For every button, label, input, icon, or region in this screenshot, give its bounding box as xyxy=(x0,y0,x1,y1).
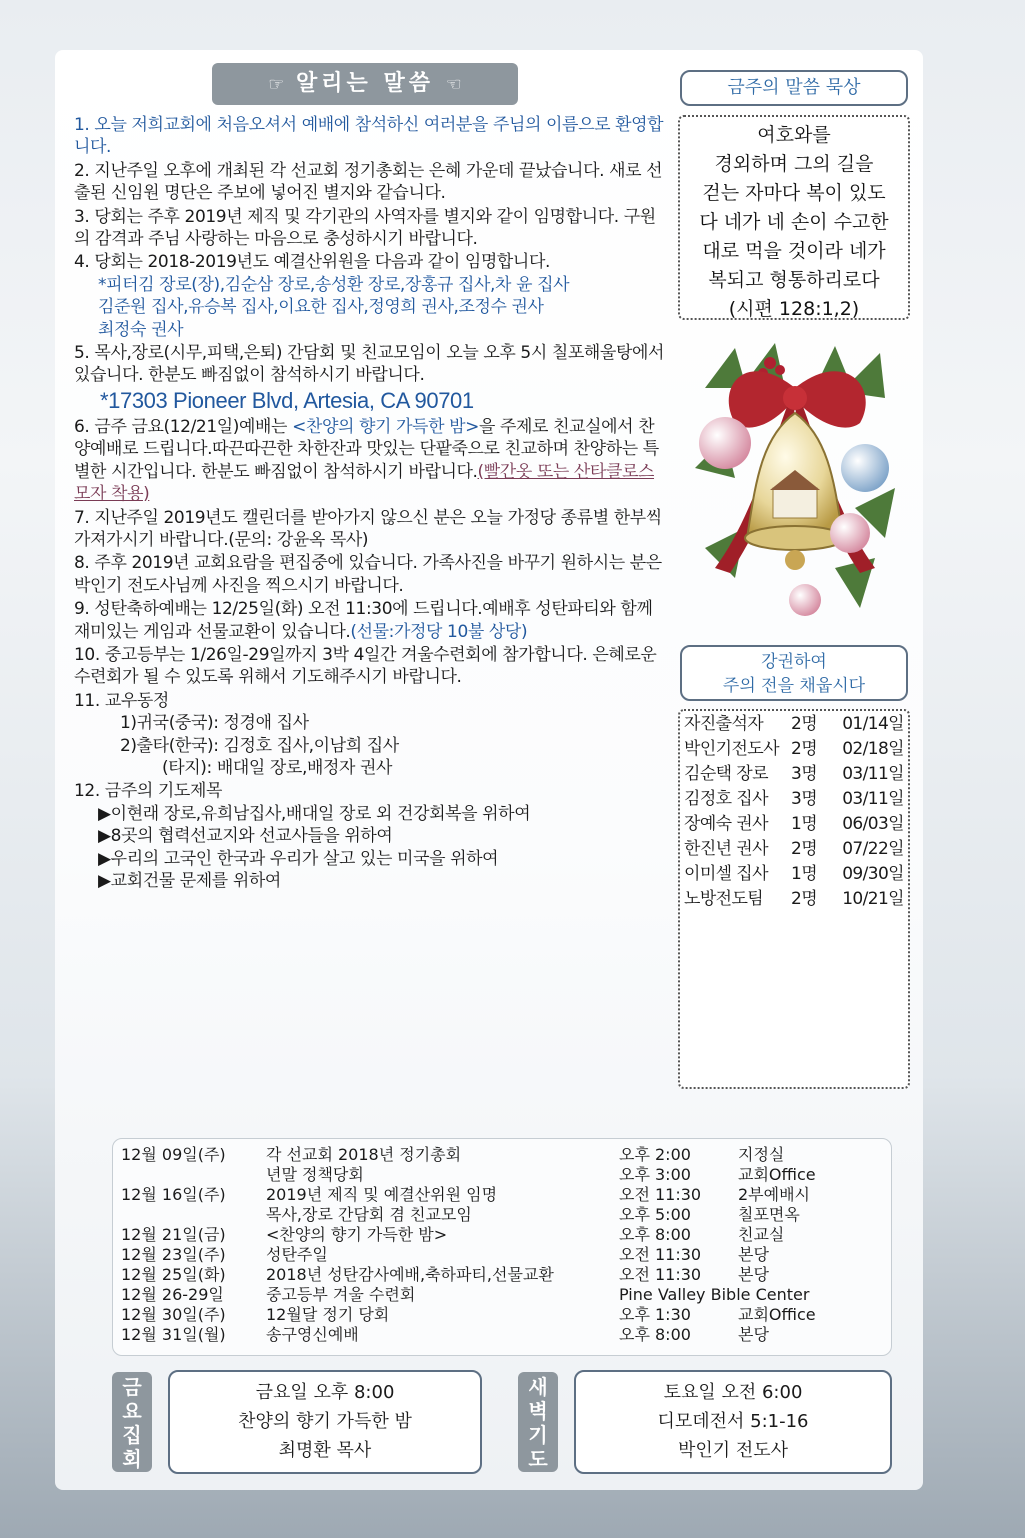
schedule-place: 교회Office xyxy=(738,1305,816,1324)
pointing-hand-right-icon: ☞ xyxy=(268,74,285,95)
schedule-place: 교회Office xyxy=(738,1165,816,1184)
schedule-row xyxy=(113,1265,893,1285)
verse-line: 대로 먹을 것이라 네가 xyxy=(702,240,886,262)
schedule-event: 중고등부 겨울 수련회 xyxy=(266,1285,416,1304)
notice-item: 11. 교우동정 1)귀국(중국): 정경애 집사 2)출타(한국): 김정호 집사,이남희 집사 (타지): 배대일 장로,배정자 권사 xyxy=(74,690,399,778)
schedule-time: Pine Valley Bible Center xyxy=(619,1285,810,1304)
evangelism-date: 03/11일 xyxy=(842,764,905,784)
evangelism-row xyxy=(684,812,904,837)
notice-item: 1. 오늘 저희교회에 처음오셔서 예배에 참석하신 여러분을 주님의 이름으로 환영합니다. xyxy=(74,115,664,158)
schedule-row xyxy=(113,1205,893,1225)
schedule-event: 년말 정책당회 xyxy=(266,1165,364,1184)
evangelism-name: 김순택 장로 xyxy=(684,764,768,784)
schedule-place: 2부예배시 xyxy=(738,1185,811,1204)
evangelism-header xyxy=(680,645,908,701)
schedule-date: 12월 09일(주) xyxy=(121,1145,226,1164)
schedule-time: 오후 8:00 xyxy=(619,1225,691,1244)
notice-item: 4. 당회는 2018-2019년도 예결산위원을 다음과 같이 임명합니다. *피터김 장로(장),김순삼 장로,송성환 장로,장홍규 집사,차 윤 집사 김준원 집사,유승복 집사,이요한 집사,정영희 권사,조정수 권사 최정숙 권사 xyxy=(74,252,570,340)
schedule-time: 오후 2:00 xyxy=(619,1145,691,1164)
meditation-verse xyxy=(678,115,910,320)
evangelism-count: 2명 xyxy=(791,739,818,759)
evangelism-row xyxy=(684,837,904,862)
evangelism-name: 장예숙 권사 xyxy=(684,814,768,834)
schedule-event: 12월달 정기 당회 xyxy=(266,1305,390,1324)
schedule-time: 오전 11:30 xyxy=(619,1185,702,1204)
schedule-row xyxy=(113,1165,893,1185)
schedule-row xyxy=(113,1305,893,1325)
verse-line: 경외하며 그의 길을 xyxy=(714,153,874,175)
schedule-date: 12월 26-29일 xyxy=(121,1285,224,1304)
schedule-date: 12월 30일(주) xyxy=(121,1305,226,1324)
dawn-prayer-box xyxy=(574,1370,892,1474)
pointing-hand-left-icon: ☜ xyxy=(445,74,462,95)
evangelism-date: 01/14일 xyxy=(842,714,905,734)
friday-service-time: 금요일 오후 8:00 xyxy=(255,1382,395,1403)
verse-line: 복되고 형통하리로다 xyxy=(708,269,880,291)
schedule-time: 오후 8:00 xyxy=(619,1325,691,1344)
notice-item: 3. 당회는 주후 2019년 제직 및 각기관의 사역자를 별지와 같이 임명합니다. 구원의 감격과 주님 사랑하는 마음으로 충성하시기 바랍니다. xyxy=(74,206,656,250)
schedule-date: 12월 31일(월) xyxy=(121,1325,226,1344)
schedule-event: <찬양의 향기 가득한 밤> xyxy=(266,1225,448,1244)
schedule-place: 지정실 xyxy=(738,1145,785,1164)
dawn-prayer-scripture: 디모데전서 5:1-16 xyxy=(657,1411,809,1432)
notice-item: 9. 성탄축하예배는 12/25일(화) 오전 11:30에 드립니다.예배후 성탄파티와 함께 재미있는 게임과 선물교환이 있습니다.(선물:가정당 10불 상당) xyxy=(74,599,653,642)
schedule-row xyxy=(113,1285,893,1305)
evangelism-row xyxy=(684,712,904,737)
evangelism-count: 3명 xyxy=(791,764,818,784)
notice-item: 2. 지난주일 오후에 개최된 각 선교회 정기총회는 은혜 가운데 끝났습니다. 새로 선출된 신임원 명단은 주보에 넣어진 별지와 같습니다. xyxy=(74,160,663,204)
friday-service-speaker: 최명환 목사 xyxy=(278,1440,372,1461)
evangelism-count: 2명 xyxy=(791,889,818,909)
evangelism-row xyxy=(684,762,904,787)
christmas-bell-ornament-image xyxy=(675,328,915,630)
evangelism-header-line2: 주의 전을 채웁시다 xyxy=(722,676,866,696)
evangelism-row xyxy=(684,887,904,912)
notices-title xyxy=(212,63,518,105)
evangelism-count: 1명 xyxy=(791,814,818,834)
notice-item: 12. 금주의 기도제목 ▶이현래 장로,유희남집사,배대일 장로 외 건강회복을 위하여 ▶8곳의 협력선교지와 선교사들을 위하여 ▶우리의 고국인 한국과 우리가 살고 있는 미국을 위하여 ▶교회건물 문제를 위하여 xyxy=(74,781,531,891)
schedule-place: 본당 xyxy=(738,1245,769,1264)
notices-list xyxy=(74,114,666,893)
verse-line: 걷는 자마다 복이 있도 xyxy=(702,182,886,204)
schedule-time: 오후 3:00 xyxy=(619,1165,691,1184)
schedule-event: 목사,장로 간담회 겸 친교모임 xyxy=(266,1205,472,1224)
schedule-date: 12월 23일(주) xyxy=(121,1245,226,1264)
evangelism-date: 02/18일 xyxy=(842,739,905,759)
evangelism-count: 2명 xyxy=(791,839,818,859)
schedule-row xyxy=(113,1325,893,1345)
evangelism-date: 10/21일 xyxy=(842,889,905,909)
evangelism-name: 이미셀 집사 xyxy=(684,864,768,884)
evangelism-name: 박인기전도사 xyxy=(684,739,779,759)
evangelism-header-line1: 강권하여 xyxy=(761,652,827,672)
schedule-table xyxy=(112,1138,892,1356)
schedule-event: 송구영신예배 xyxy=(266,1325,359,1344)
evangelism-date: 07/22일 xyxy=(842,839,905,859)
notices-title-text: 알리는 말씀 xyxy=(296,71,434,96)
notice-item: 10. 중고등부는 1/26일-29일까지 3박 4일간 겨울수련회에 참가합니다. 은혜로운 수련회가 될 수 있도록 위해서 기도해주시기 바랍니다. xyxy=(74,644,657,688)
evangelism-date: 06/03일 xyxy=(842,814,905,834)
schedule-time: 오전 11:30 xyxy=(619,1265,702,1284)
meditation-header: 금주의 말씀 묵상 xyxy=(680,70,908,106)
schedule-time: 오후 5:00 xyxy=(619,1205,691,1224)
friday-service-box xyxy=(168,1370,482,1474)
schedule-time: 오전 11:30 xyxy=(619,1245,702,1264)
evangelism-date: 09/30일 xyxy=(842,864,905,884)
evangelism-name: 김정호 집사 xyxy=(684,789,768,809)
schedule-event: 2019년 제직 및 예결산위원 임명 xyxy=(266,1185,498,1204)
evangelism-name: 노방전도팀 xyxy=(684,889,764,909)
notice-item: 8. 주후 2019년 교회요람을 편집중에 있습니다. 가족사진을 바꾸기 원하시는 분은 박인기 전도사님께 사진을 찍으시기 바랍니다. xyxy=(74,553,662,596)
verse-line: 여호와를 xyxy=(757,124,831,146)
schedule-place: 본당 xyxy=(738,1325,769,1344)
evangelism-row xyxy=(684,787,904,812)
dawn-prayer-leader: 박인기 전도사 xyxy=(677,1440,789,1461)
friday-service-theme: 찬양의 향기 가득한 밤 xyxy=(238,1411,412,1432)
schedule-time: 오후 1:30 xyxy=(619,1305,691,1324)
verse-line: 다 네가 네 손이 수고한 xyxy=(699,211,889,233)
schedule-row xyxy=(113,1185,893,1205)
evangelism-count: 2명 xyxy=(791,714,818,734)
evangelism-count: 3명 xyxy=(791,789,818,809)
schedule-event: 각 선교회 2018년 정기총회 xyxy=(266,1145,462,1164)
schedule-row xyxy=(113,1245,893,1265)
evangelism-list xyxy=(678,709,910,1089)
schedule-row xyxy=(113,1225,893,1245)
notice-item: 7. 지난주일 2019년도 캘린더를 받아가지 않으신 분은 오늘 가정당 종류별 한부씩 가져가시기 바랍니다.(문의: 강윤옥 목사) xyxy=(74,507,662,550)
evangelism-count: 1명 xyxy=(791,864,818,884)
friday-service-label: 금 요 집 회 xyxy=(112,1372,152,1472)
dawn-prayer-time: 토요일 오전 6:00 xyxy=(663,1382,803,1403)
schedule-place: 칠포면옥 xyxy=(738,1205,800,1224)
schedule-date: 12월 16일(주) xyxy=(121,1185,226,1204)
schedule-event: 성탄주일 xyxy=(266,1245,328,1264)
schedule-date: 12월 25일(화) xyxy=(121,1265,226,1284)
dawn-prayer-label: 새 벽 기 도 xyxy=(518,1372,558,1472)
notice-item: 6. 금주 금요(12/21일)예배는 <찬양의 향기 가득한 밤>을 주제로 친교실에서 찬양예배로 드립니다.따끈따끈한 차한잔과 맛있는 단팥죽으로 친교하며 찬양하는 특별한 시간입니다. 한분도 빠짐없이 참석하시기 바랍니다.(빨간옷 또는 산타클로스 모자 착용) xyxy=(74,416,659,505)
schedule-row xyxy=(113,1145,893,1165)
notice-item: 5. 목사,장로(시무,피택,은퇴) 간담회 및 친교모임이 오늘 오후 5시 칠포해울탕에서 있습니다. 한분도 빠짐없이 참석하시기 바랍니다. *17303 Pioneer Blvd, Artesia, CA 90701 xyxy=(74,343,665,413)
evangelism-row xyxy=(684,737,904,762)
evangelism-name: 한진년 권사 xyxy=(684,839,768,859)
verse-line: (시편 128:1,2) xyxy=(728,298,860,320)
evangelism-date: 03/11일 xyxy=(842,789,905,809)
evangelism-name: 자진출석자 xyxy=(684,714,764,734)
schedule-date: 12월 21일(금) xyxy=(121,1225,226,1244)
evangelism-row xyxy=(684,862,904,887)
schedule-place: 본당 xyxy=(738,1265,769,1284)
schedule-event: 2018년 성탄감사예배,축하파티,선물교환 xyxy=(266,1265,554,1284)
schedule-place: 친교실 xyxy=(738,1225,785,1244)
